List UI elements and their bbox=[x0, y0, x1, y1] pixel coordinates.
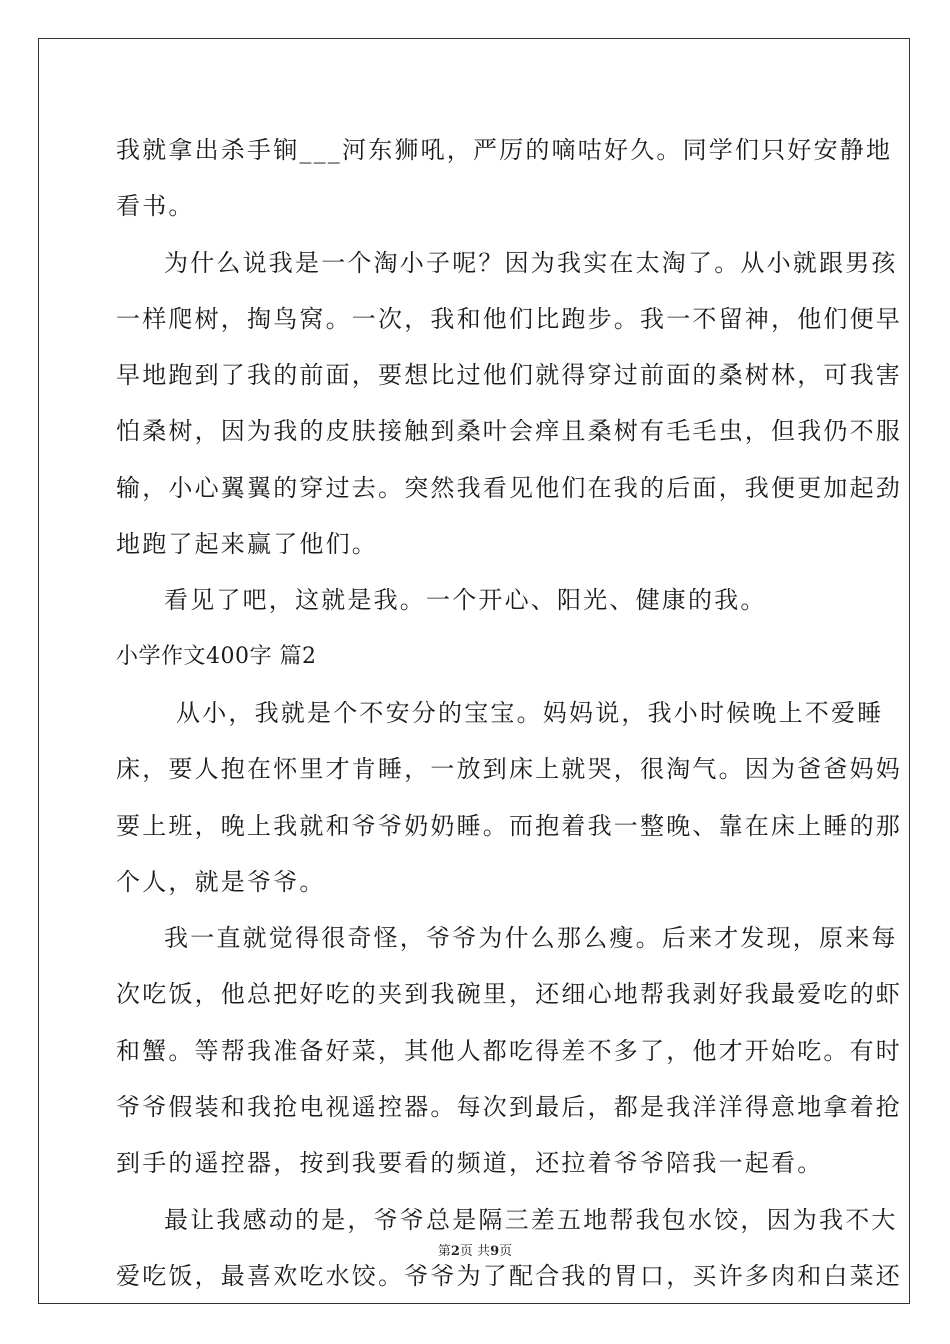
section-heading: 小学作文400字 篇2 bbox=[116, 643, 317, 669]
text-line: 一样爬树，掏鸟窝。一次，我和他们比跑步。我一不留神，他们便早 bbox=[116, 304, 902, 333]
paragraph-start-line: 最让我感动的是，爷爷总是隔三差五地帮我包水饺，因为我不大 bbox=[164, 1205, 898, 1234]
text-line: 次吃饭，他总把好吃的夹到我碗里，还细心地帮我剥好我最爱吃的虾 bbox=[116, 980, 902, 1009]
footer-page-mid: 页 共 bbox=[459, 1244, 491, 1259]
paragraph-start-line: 为什么说我是一个淘小子呢？因为我实在太淘了。从小就跟男孩 bbox=[164, 248, 898, 277]
paragraph-start-line: 从小，我就是个不安分的宝宝。妈妈说，我小时候晚上不爱睡 bbox=[176, 698, 884, 727]
text-line: 到手的遥控器，按到我要看的频道，还拉着爷爷陪我一起看。 bbox=[116, 1149, 824, 1178]
text-line: 爱吃饭，最喜欢吃水饺。爷爷为了配合我的胃口，买许多肉和白菜还 bbox=[116, 1261, 902, 1290]
text-line: 我就拿出杀手锏___河东狮吼，严厉的嘀咕好久。同学们只好安静地 bbox=[116, 136, 893, 164]
text-line: 爷爷假装和我抢电视遥控器。每次到最后，都是我洋洋得意地拿着抢 bbox=[116, 1093, 902, 1122]
text-line: 输，小心翼翼的穿过去。突然我看见他们在我的后面，我便更加起劲 bbox=[116, 473, 902, 502]
text-line: 和蟹。等帮我准备好菜，其他人都吃得差不多了，他才开始吃。有时 bbox=[116, 1036, 902, 1065]
text-line: 看书。 bbox=[116, 192, 195, 221]
paragraph-start-line: 看见了吧，这就是我。一个开心、阳光、健康的我。 bbox=[164, 586, 767, 615]
page-footer bbox=[0, 1240, 950, 1259]
footer-page-prefix: 第 bbox=[437, 1244, 451, 1259]
text-line: 怕桑树，因为我的皮肤接触到桑叶会痒且桑树有毛毛虫，但我仍不服 bbox=[116, 417, 902, 446]
text-line: 早地跑到了我的前面，要想比过他们就得穿过前面的桑树林，可我害 bbox=[116, 361, 902, 390]
document-body bbox=[116, 122, 902, 1304]
text-line: 个人，就是爷爷。 bbox=[116, 867, 326, 896]
text-line: 地跑了起来赢了他们。 bbox=[116, 530, 378, 559]
footer-total-pages: 9 bbox=[490, 1244, 500, 1259]
text-line: 床，要人抱在怀里才肯睡，一放到床上就哭，很淘气。因为爸爸妈妈 bbox=[116, 755, 902, 784]
footer-page-number: 2 bbox=[450, 1244, 460, 1259]
footer-page-suffix: 页 bbox=[499, 1244, 513, 1259]
text-line: 要上班，晚上我就和爷爷奶奶睡。而抱着我一整晚、靠在床上睡的那 bbox=[116, 811, 902, 840]
paragraph-start-line: 我一直就觉得很奇怪，爷爷为什么那么瘦。后来才发现，原来每 bbox=[164, 924, 898, 953]
